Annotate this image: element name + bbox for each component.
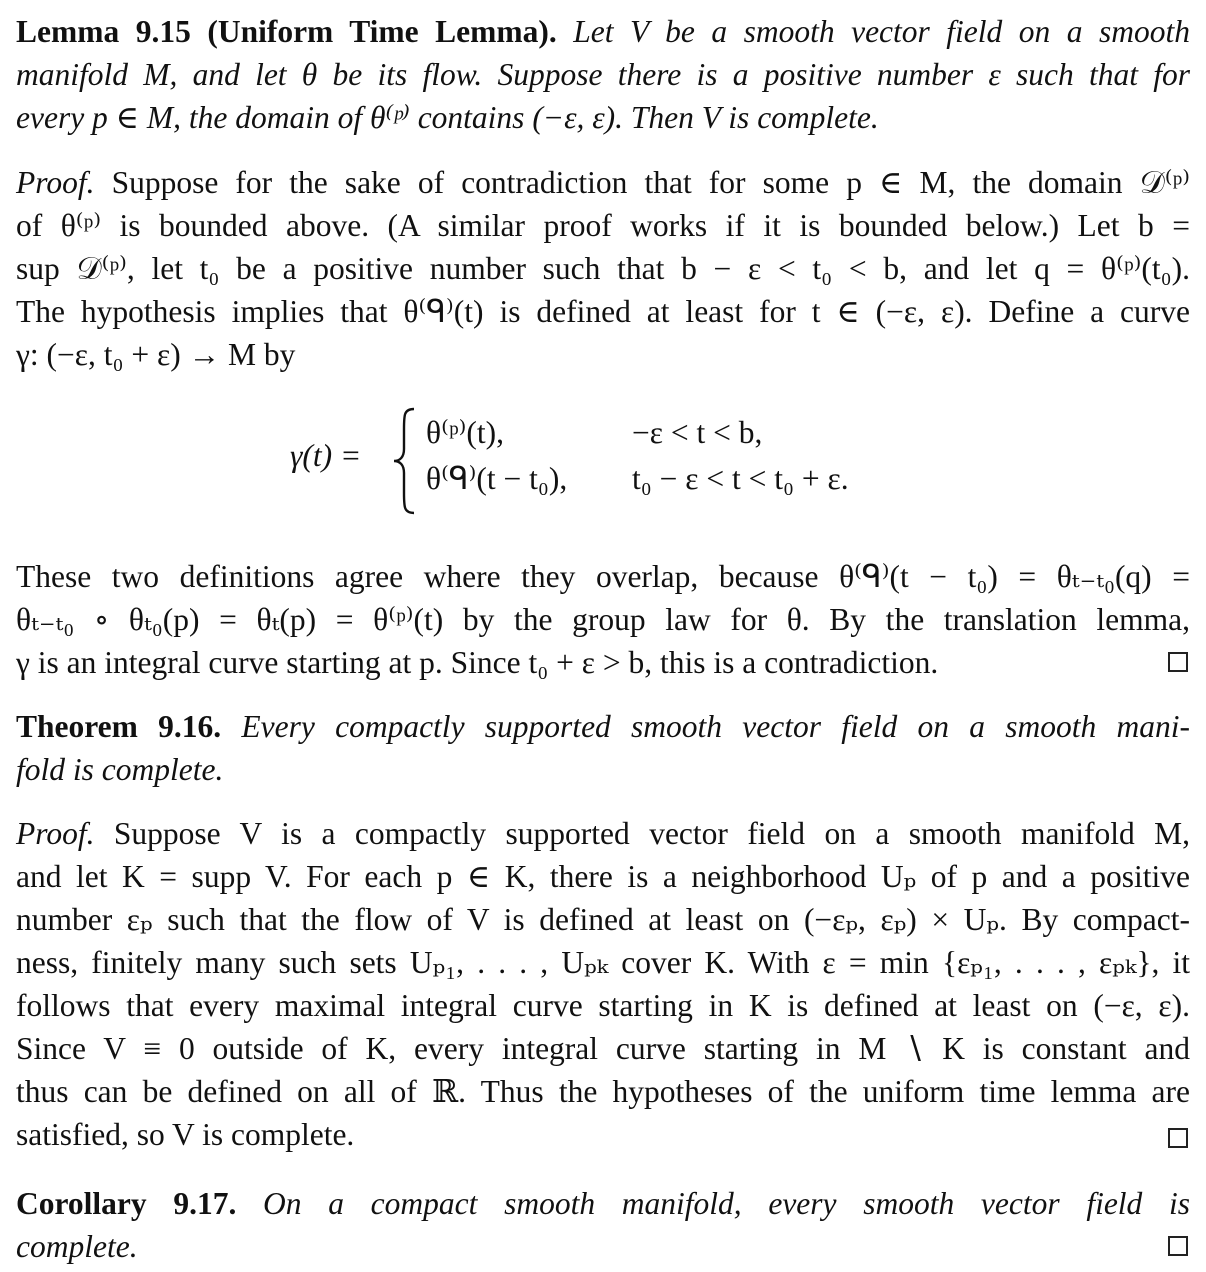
proof-line: γ is an integral curve starting at p. Since t₀ + ε > b, this is a contradiction.: [16, 645, 939, 680]
proof-line: θₜ₋ₜ₀ ∘ θₜ₀(p) = θₜ(p) = θ⁽ᵖ⁾(t) by the group law for θ. By the translation lemma,: [16, 602, 1190, 637]
proof-text: Suppose V is a compactly supported vector field on a smooth manifold M,: [113, 816, 1190, 851]
qed-square-icon: [1168, 652, 1188, 672]
theorem-statement-line: Every compactly supported smooth vector field on a smooth mani-: [241, 709, 1190, 744]
proof-line: [16, 812, 1190, 855]
case-2-condition: t₀ − ε < t < t₀ + ε.: [632, 461, 849, 496]
lemma-statement-line: Let V be a smooth vector field on a smooth: [573, 14, 1191, 49]
theorem-line-1: [16, 705, 1190, 748]
proof-lemma-continuation: [16, 555, 1190, 684]
theorem-9-16: [16, 705, 1190, 791]
lemma-statement-line: every p ∈ M, the domain of θ⁽ᵖ⁾ contains (−ε, ε). Then V is complete.: [16, 100, 879, 135]
gamma-lhs: γ(t) =: [290, 438, 362, 473]
proof-line: satisfied, so V is complete.: [16, 1117, 355, 1152]
case-1-expression: θ⁽ᵖ⁾(t),: [426, 415, 504, 450]
proof-line: The hypothesis implies that θ⁽ᑫ⁾(t) is defined at least for t ∈ (−ε, ε). Define a curve: [16, 294, 1190, 329]
lemma-line-1: [16, 10, 1190, 53]
lemma-9-15: [16, 10, 1190, 139]
proof-line: thus can be defined on all of ℝ. Thus the hypotheses of the uniform time lemma are: [16, 1074, 1190, 1109]
case-2-expression: θ⁽ᑫ⁾(t − t₀),: [426, 461, 568, 496]
proof-line: follows that every maximal integral curve starting in K is defined at least on (−ε, ε).: [16, 988, 1190, 1023]
proof-line: [16, 161, 1190, 204]
theorem-heading: Theorem 9.16.: [16, 709, 222, 744]
corollary-line-1: [16, 1182, 1190, 1225]
corollary-statement-line: complete.: [16, 1229, 138, 1264]
proof-theorem-9-16: [16, 812, 1190, 1156]
piecewise-definition: [290, 405, 990, 517]
proof-line: These two definitions agree where they overlap, because θ⁽ᑫ⁾(t − t₀) = θₜ₋ₜ₀(q) =: [16, 559, 1190, 594]
proof-lemma-9-15: [16, 161, 1190, 376]
lemma-heading: Lemma 9.15 (Uniform Time Lemma).: [16, 14, 557, 49]
case-1-condition: −ε < t < b,: [632, 415, 763, 450]
proof-label: Proof.: [16, 165, 95, 200]
proof-line: γ: (−ε, t₀ + ε) → M by: [16, 337, 296, 372]
proof-line: ness, finitely many such sets Uₚ₁, . . . , Uₚₖ cover K. With ε = min {εₚ₁, . . . , εₚₖ}, it: [16, 945, 1190, 980]
proof-line: of θ⁽ᵖ⁾ is bounded above. (A similar proof works if it is bounded below.) Let b =: [16, 208, 1190, 243]
lemma-statement-line: manifold M, and let θ be its flow. Suppose there is a positive number ε such that for: [16, 57, 1190, 92]
proof-line: number εₚ such that the flow of V is defined at least on (−εₚ, εₚ) × Uₚ. By compact-: [16, 902, 1190, 937]
theorem-statement-line: fold is complete.: [16, 752, 224, 787]
corollary-statement-line: On a compact smooth manifold, every smooth vector field is: [263, 1186, 1190, 1221]
proof-text: Suppose for the sake of contradiction that for some p ∈ M, the domain 𝒟⁽ᵖ⁾: [111, 165, 1190, 200]
proof-line: and let K = supp V. For each p ∈ K, there is a neighborhood Uₚ of p and a positive: [16, 859, 1190, 894]
corollary-heading: Corollary 9.17.: [16, 1186, 237, 1221]
proof-label: Proof.: [16, 816, 95, 851]
qed-square-icon: [1168, 1236, 1188, 1256]
proof-line: sup 𝒟⁽ᵖ⁾, let t₀ be a positive number such that b − ε < t₀ < b, and let q = θ⁽ᵖ⁾(t₀).: [16, 251, 1190, 286]
proof-line: Since V ≡ 0 outside of K, every integral curve starting in M ∖ K is constant and: [16, 1031, 1190, 1066]
corollary-9-17: [16, 1182, 1190, 1268]
qed-square-icon: [1168, 1128, 1188, 1148]
left-brace: [390, 405, 420, 517]
